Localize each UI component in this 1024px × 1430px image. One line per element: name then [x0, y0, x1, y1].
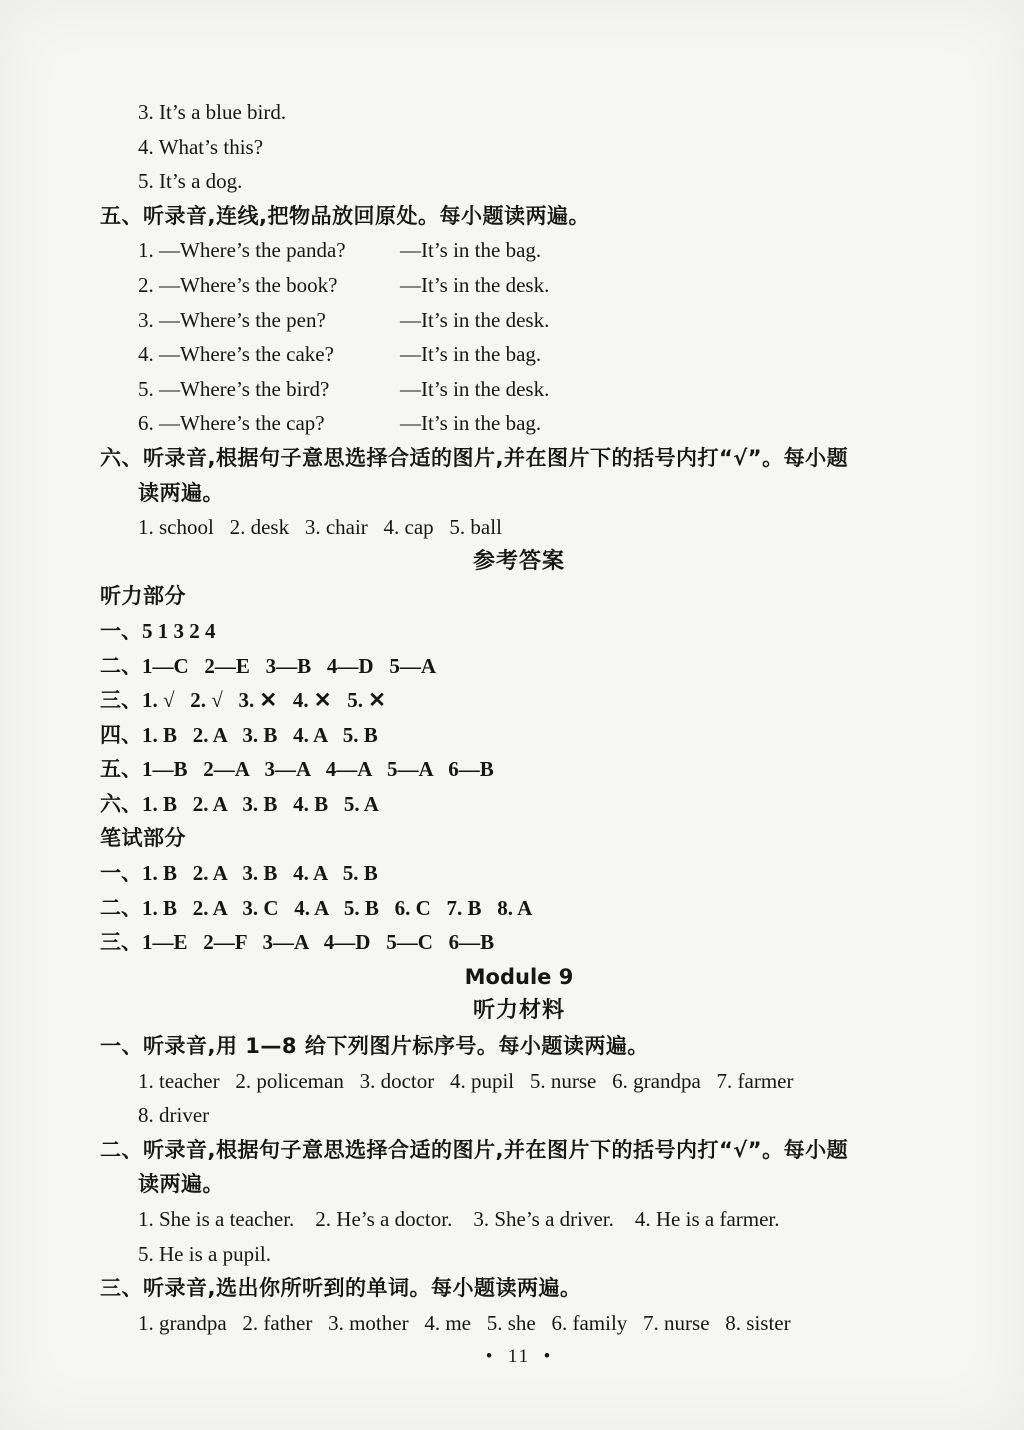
module9-part3-word-list: 1. grandpa 2. father 3. mother 4. me 5. she 6. family 7. nurse 8. sister [138, 1310, 791, 1335]
module9-part2-sentences: 1. She is a teacher. 2. He’s a doctor. 3. She’s a driver. 4. He is a farmer. [138, 1207, 780, 1231]
listening-section-label: 听力部分 [100, 584, 186, 609]
module9-part2-sentences-continuation: 5. He is a pupil. [138, 1241, 271, 1266]
qa-question: 3. —Where’s the pen? [138, 307, 326, 332]
qa-pair [100, 406, 938, 441]
intro-item: 4. What’s this? [138, 134, 264, 159]
qa-answer: —It’s in the bag. [400, 411, 542, 436]
qa-answer: —It’s in the desk. [400, 376, 550, 401]
listening-answer-row: 三、1. √ 2. √ 3. ✕ 4. ✕ 5. ✕ [100, 688, 386, 713]
qa-answer: —It’s in the bag. [400, 342, 542, 367]
module9-part1-heading: 一、听录音,用 1—8 给下列图片标序号。每小题读两遍。 [100, 1034, 649, 1059]
written-section-label: 笔试部分 [100, 826, 186, 851]
qa-pair [100, 372, 938, 407]
page-number: • 11 • [485, 1346, 553, 1368]
module9-part2-heading-continuation: 读两遍。 [138, 1172, 224, 1197]
qa-answer: —It’s in the desk. [400, 307, 550, 332]
listening-answer-row: 一、5 1 3 2 4 [100, 618, 216, 643]
reference-answers-title: 参考答案 [472, 548, 565, 574]
listening-material-title: 听力材料 [472, 998, 565, 1024]
qa-pair [100, 268, 938, 303]
qa-pair [100, 337, 938, 372]
listening-answer-row: 六、1. B 2. A 3. B 4. B 5. A [100, 791, 379, 816]
module-title: Module 9 [464, 964, 574, 989]
qa-pair [100, 303, 938, 338]
intro-item: 3. It’s a blue bird. [138, 100, 287, 124]
qa-question: 6. —Where’s the cap? [138, 411, 325, 436]
qa-answer: —It’s in the desk. [400, 272, 550, 297]
section-six-heading-continuation: 读两遍。 [138, 480, 224, 505]
listening-answer-row: 五、1—B 2—A 3—A 4—A 5—A 6—B [100, 757, 494, 782]
qa-question: 4. —Where’s the cake? [138, 342, 334, 367]
section-six-word-list: 1. school 2. desk 3. chair 4. cap 5. ball [138, 515, 502, 540]
section-five-heading: 五、听录音,连线,把物品放回原处。每小题读两遍。 [100, 203, 590, 228]
module9-part3-heading: 三、听录音,选出你所听到的单词。每小题读两遍。 [100, 1276, 582, 1301]
intro-item: 5. It’s a dog. [138, 169, 243, 194]
qa-answer: —It’s in the bag. [400, 238, 542, 263]
qa-question: 2. —Where’s the book? [138, 272, 338, 297]
listening-answer-row: 四、1. B 2. A 3. B 4. A 5. B [100, 722, 378, 747]
qa-question: 1. —Where’s the panda? [138, 238, 346, 263]
written-answer-row: 二、1. B 2. A 3. C 4. A 5. B 6. C 7. B 8. A [100, 895, 533, 920]
module9-part1-word-list-continuation: 8. driver [138, 1103, 210, 1128]
listening-answer-row: 二、1—C 2—E 3—B 4—D 5—A [100, 653, 437, 678]
written-answer-row: 一、1. B 2. A 3. B 4. A 5. B [100, 861, 378, 886]
written-answer-row: 三、1—E 2—F 3—A 4—D 5—C 6—B [100, 930, 495, 955]
qa-pair [100, 233, 938, 268]
section-six-heading: 六、听录音,根据句子意思选择合适的图片,并在图片下的括号内打“√”。每小题 [100, 445, 849, 470]
qa-question: 5. —Where’s the bird? [138, 376, 330, 401]
module9-part2-heading: 二、听录音,根据句子意思选择合适的图片,并在图片下的括号内打“√”。每小题 [100, 1137, 849, 1162]
module9-part1-word-list: 1. teacher 2. policeman 3. doctor 4. pupil 5. nurse 6. grandpa 7. farmer [138, 1068, 794, 1093]
